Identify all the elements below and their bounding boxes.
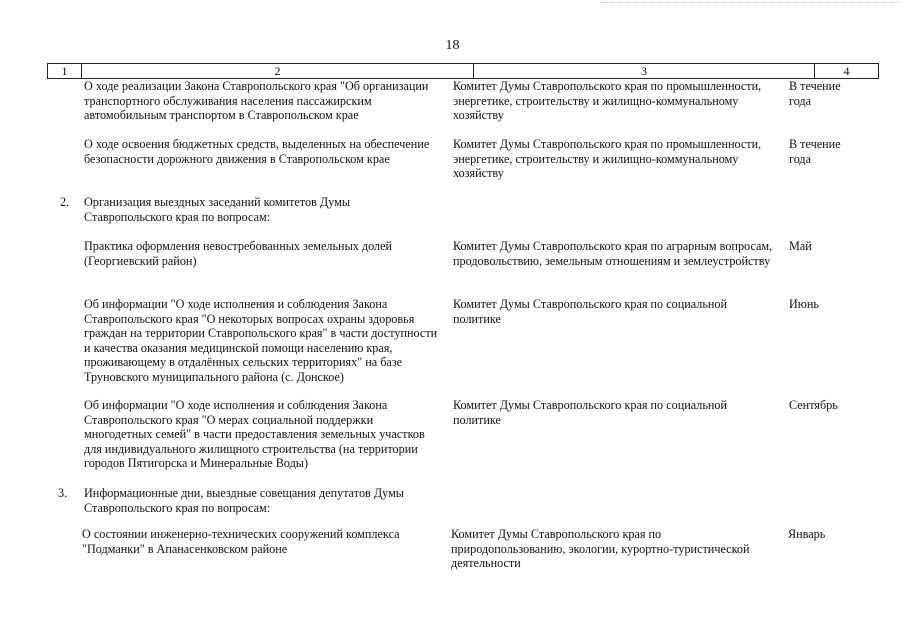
row-committee: Комитет Думы Ставропольского края по аграрным вопросам, продовольствию, земельным отношениям и землеустройству — [453, 239, 773, 268]
row-committee: Комитет Думы Ставропольского края по социальной политике — [453, 297, 728, 326]
page-number: 18 — [445, 38, 460, 53]
row-committee: Комитет Думы Ставропольского края по промышленности, энергетике, строительству и жилищно-коммунальному хозяйству — [453, 79, 762, 123]
row-topic: О ходе реализации Закона Ставропольского края "Об организации транспортного обслуживания населения пассажирским автомобильным транспортом в Ставропольском крае — [84, 79, 429, 123]
section-heading: Информационные дни, выездные совещания депутатов Думы Ставропольского края по вопросам: — [84, 486, 404, 515]
header-col-2: 2 — [81, 64, 473, 78]
scan-artifact — [600, 2, 900, 7]
section-number: 3. — [58, 486, 68, 500]
row-term: Январь — [788, 527, 826, 541]
row-topic: Практика оформления невостребованных земельных долей (Георгиевский район) — [84, 239, 393, 268]
row-committee: Комитет Думы Ставропольского края по промышленности, энергетике, строительству и жилищно-коммунальному хозяйству — [453, 137, 762, 181]
row-term: Сентябрь — [789, 398, 838, 412]
header-col-4: 4 — [814, 64, 878, 78]
row-term: В течение года — [789, 137, 841, 166]
row-term: В течение года — [789, 79, 841, 108]
table-header — [47, 63, 879, 79]
row-topic: О состоянии инженерно-технических сооружений комплекса "Подманки" в Апанасенковском районе — [82, 527, 400, 556]
row-committee: Комитет Думы Ставропольского края по социальной политике — [453, 398, 728, 427]
header-col-3: 3 — [473, 64, 814, 78]
row-topic: Об информации "О ходе исполнения и соблюдения Закона Ставропольского края "О мерах социальной поддержки многодетных семей" в части предоставления земельных участков для индивидуального жилищного строительства (на территории городов Пятигорска и Минеральные Воды) — [84, 398, 425, 471]
section-number: 2. — [60, 195, 70, 209]
row-topic: Об информации "О ходе исполнения и соблюдения Закона Ставропольского края "О некоторых вопросах охраны здоровья граждан на территории Ставропольского края" в части доступности и качества оказания медицинской помощи населению края, проживающему в отдалённых сельских территориях" на базе Труновского муниципального района (с. Донское) — [84, 297, 438, 384]
section-heading: Организация выездных заседаний комитетов Думы Ставропольского края по вопросам: — [84, 195, 351, 224]
row-topic: О ходе освоения бюджетных средств, выделенных на обеспечение безопасности дорожного движения в Ставропольском крае — [84, 137, 430, 166]
row-committee: Комитет Думы Ставропольского края по природопользованию, экологии, курортно-туристической деятельности — [451, 527, 750, 571]
row-term: Июнь — [789, 297, 819, 311]
row-term: Май — [789, 239, 812, 253]
header-col-1: 1 — [61, 64, 68, 78]
